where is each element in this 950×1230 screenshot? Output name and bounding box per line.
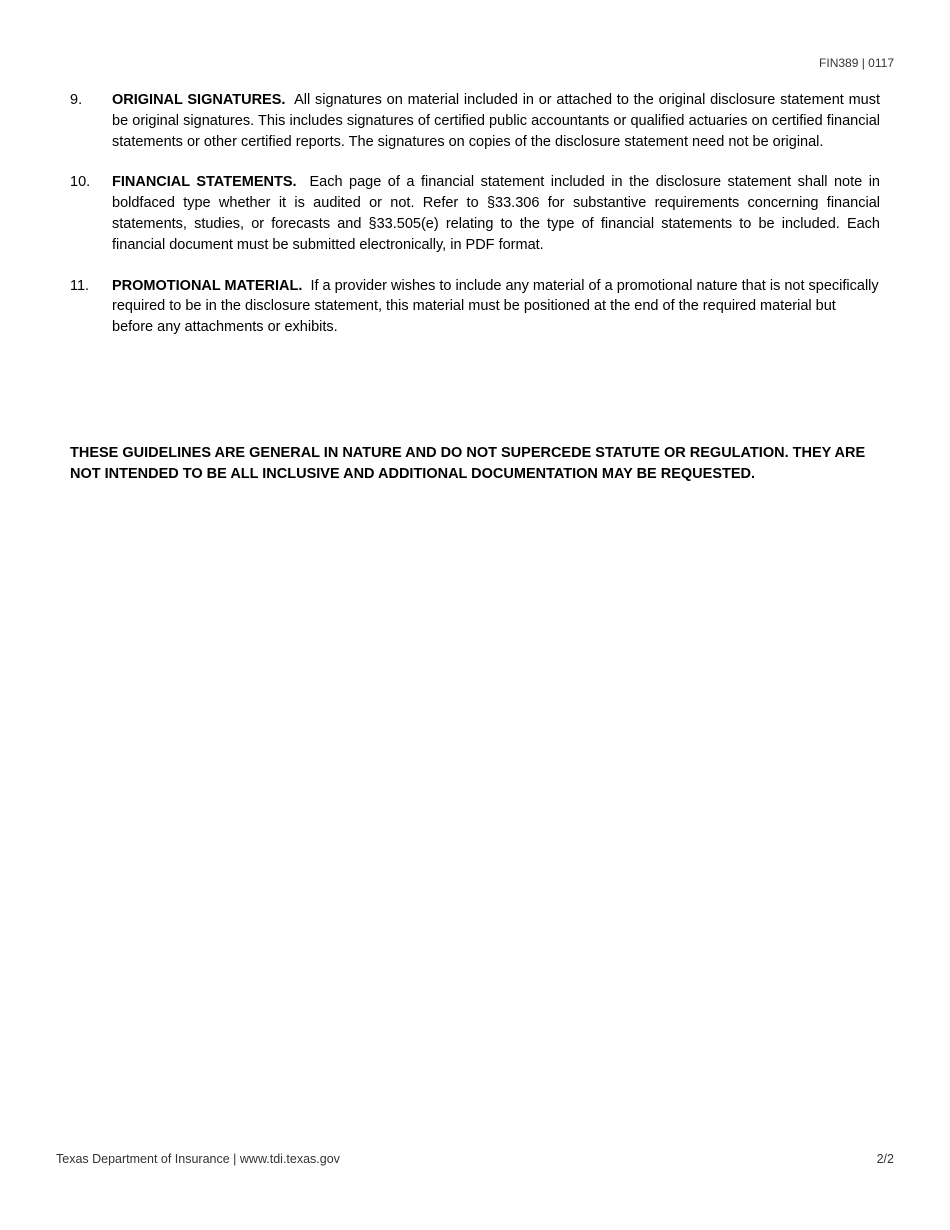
page-number: 2/2 — [876, 1152, 894, 1166]
item-title: ORIGINAL SIGNATURES. — [112, 92, 286, 108]
item-body — [112, 90, 880, 152]
disclaimer: THESE GUIDELINES ARE GENERAL IN NATURE AND DO NOT SUPERCEDE STATUTE OR REGULATION. THEY ARE NOT INTENDED TO BE ALL INCLUSIVE AND ADDITIONAL DOCUMENTATION MAY BE REQUESTED. — [70, 445, 866, 482]
item-title: PROMOTIONAL MATERIAL. — [112, 277, 303, 294]
item-body — [112, 172, 880, 255]
item-body — [112, 276, 880, 338]
item-text: Each page of a financial statement included in the disclosure statement shall note in boldfaced type whether it is audited or not. Refer to §33.306 for substantive requirements concerning financial statements, studies, or forecasts and §33.505(e) relating to the type of financial statements to be included. Each financial document must be submitted electronically, in PDF format. — [112, 174, 880, 253]
guideline-list — [70, 90, 880, 358]
list-item-financial-statements — [70, 172, 880, 255]
item-text: All signatures on material included in or attached to the original disclosure statement must be original signatures. This includes signatures of certified public accountants or qualified actuaries on certified financial statements or other certified reports. The signatures on copies of the disclosure statement need not be original. — [112, 92, 880, 150]
item-number: 9. — [70, 92, 83, 108]
item-number: 11. — [70, 277, 90, 294]
item-number: 10. — [70, 174, 91, 191]
form-id: FIN389 | 0117 — [819, 56, 894, 70]
list-item-original-signatures — [70, 90, 880, 152]
item-title: FINANCIAL STATEMENTS. — [112, 174, 297, 191]
item-text: If a provider wishes to include any material of a promotional nature that is not specifically required to be in the disclosure statement, this material must be positioned at the end of the required material but before any attachments or exhibits. — [112, 277, 879, 336]
footer-organization: Texas Department of Insurance | www.tdi.texas.gov — [56, 1152, 340, 1166]
list-item-promotional-material — [70, 276, 880, 338]
